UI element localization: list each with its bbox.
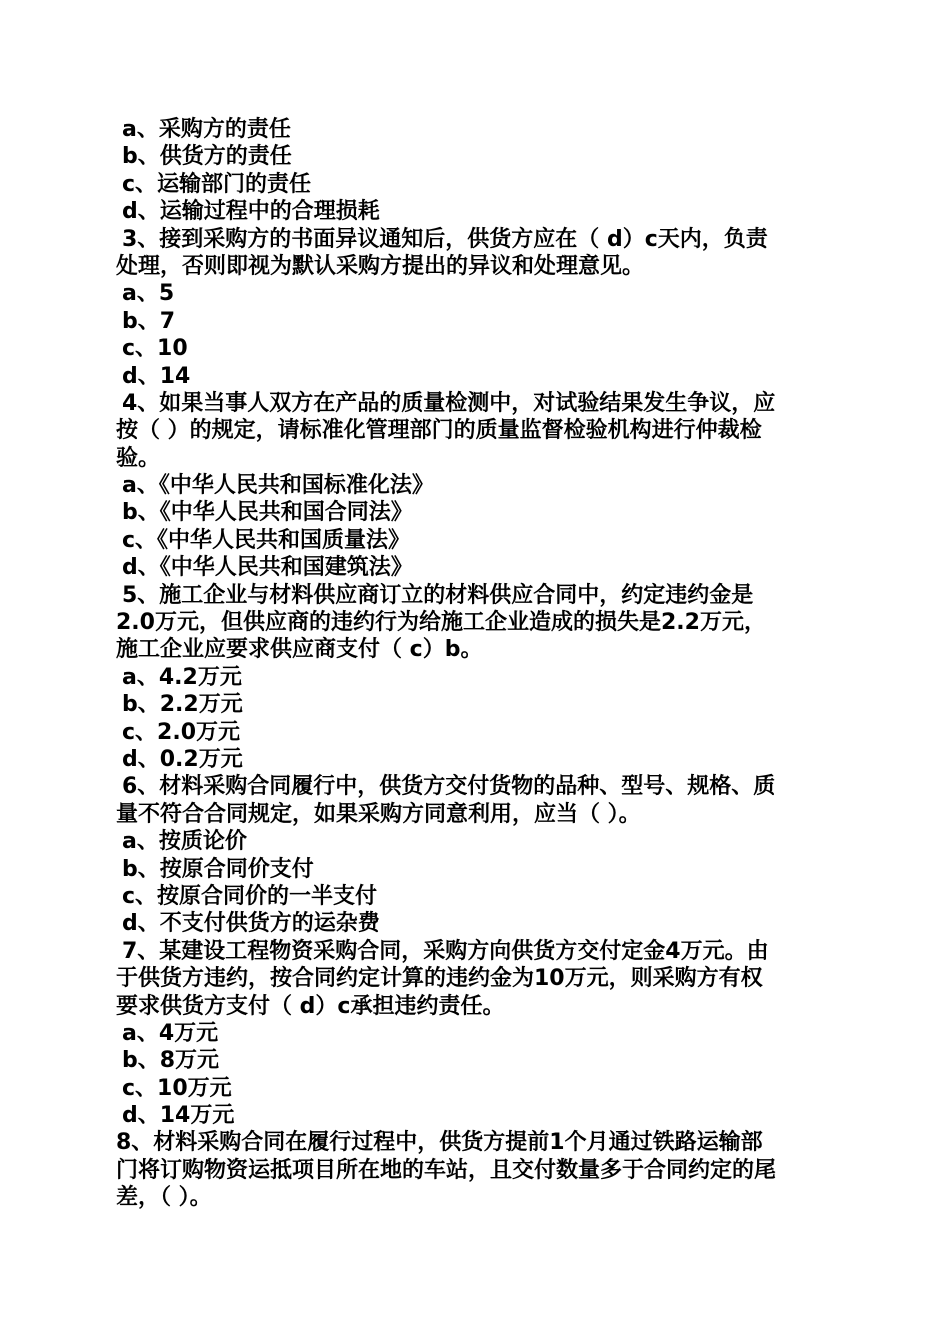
question-continuation: 要求供货方支付（ d）c承担违约责任。 (116, 993, 505, 1019)
question-continuation: 施工企业应要求供应商支付（ c）b。 (116, 637, 483, 663)
option-line: b、2.2万元 (122, 692, 243, 718)
option-line: a、《中华人民共和国标准化法》 (122, 473, 434, 499)
option-line: d、运输过程中的合理损耗 (122, 199, 380, 225)
option-line: b、供货方的责任 (122, 144, 292, 170)
option-line: c、运输部门的责任 (122, 171, 312, 197)
option-line: c、2.0万元 (122, 719, 241, 745)
question-line: 4、如果当事人双方在产品的质量检测中，对试验结果发生争议，应 (122, 390, 776, 416)
option-line: c、《中华人民共和国质量法》 (122, 527, 411, 553)
question-line: 5、施工企业与材料供应商订立的材料供应合同中，约定违约金是 (122, 582, 754, 608)
option-line: c、10 (122, 336, 188, 362)
question-continuation: 处理，否则即视为默认采购方提出的异议和处理意见。 (116, 253, 645, 279)
option-line: d、0.2万元 (122, 746, 243, 772)
question-continuation: 2.0万元，但供应商的违约行为给施工企业造成的损失是2.2万元， (116, 610, 766, 636)
question-continuation: 量不符合合同规定，如果采购方同意利用，应当（ ）。 (116, 801, 641, 827)
option-line: c、10万元 (122, 1075, 232, 1101)
option-line: d、14 (122, 363, 191, 389)
option-line: c、按原合同价的一半支付 (122, 883, 378, 909)
option-line: a、按质论价 (122, 829, 247, 855)
question-continuation: 门将订购物资运抵项目所在地的车站，且交付数量多于合同约定的尾 (116, 1157, 777, 1183)
document-page (116, 116, 846, 1212)
question-line: 6、材料采购合同履行中，供货方交付货物的品种、型号、规格、质 (122, 774, 776, 800)
option-line: b、《中华人民共和国合同法》 (122, 500, 413, 526)
option-line: d、14万元 (122, 1103, 235, 1129)
question-continuation: 于供货方违约，按合同约定计算的违约金为10万元，则采购方有权 (116, 966, 763, 992)
option-line: b、8万元 (122, 1048, 220, 1074)
option-line: b、按原合同价支付 (122, 856, 314, 882)
question-continuation: 差，（ ）。 (116, 1185, 212, 1211)
option-line: a、4.2万元 (122, 664, 242, 690)
question-line: 7、某建设工程物资采购合同，采购方向供货方交付定金4万元。由 (122, 938, 769, 964)
question-line: 3、接到采购方的书面异议通知后，供货方应在（ d）c天内，负责 (122, 226, 768, 252)
option-line: a、5 (122, 281, 175, 307)
option-line: b、7 (122, 308, 176, 334)
question-continuation: 验。 (116, 445, 161, 471)
question-continuation: 按（ ）的规定，请标准化管理部门的质量监督检验机构进行仲裁检 (116, 418, 762, 444)
option-line: d、不支付供货方的运杂费 (122, 911, 380, 937)
option-line: d、《中华人民共和国建筑法》 (122, 555, 413, 581)
option-line: a、采购方的责任 (122, 117, 291, 142)
question-line: 8、材料采购合同在履行过程中，供货方提前1个月通过铁路运输部 (116, 1130, 763, 1156)
option-line: a、4万元 (122, 1020, 219, 1046)
